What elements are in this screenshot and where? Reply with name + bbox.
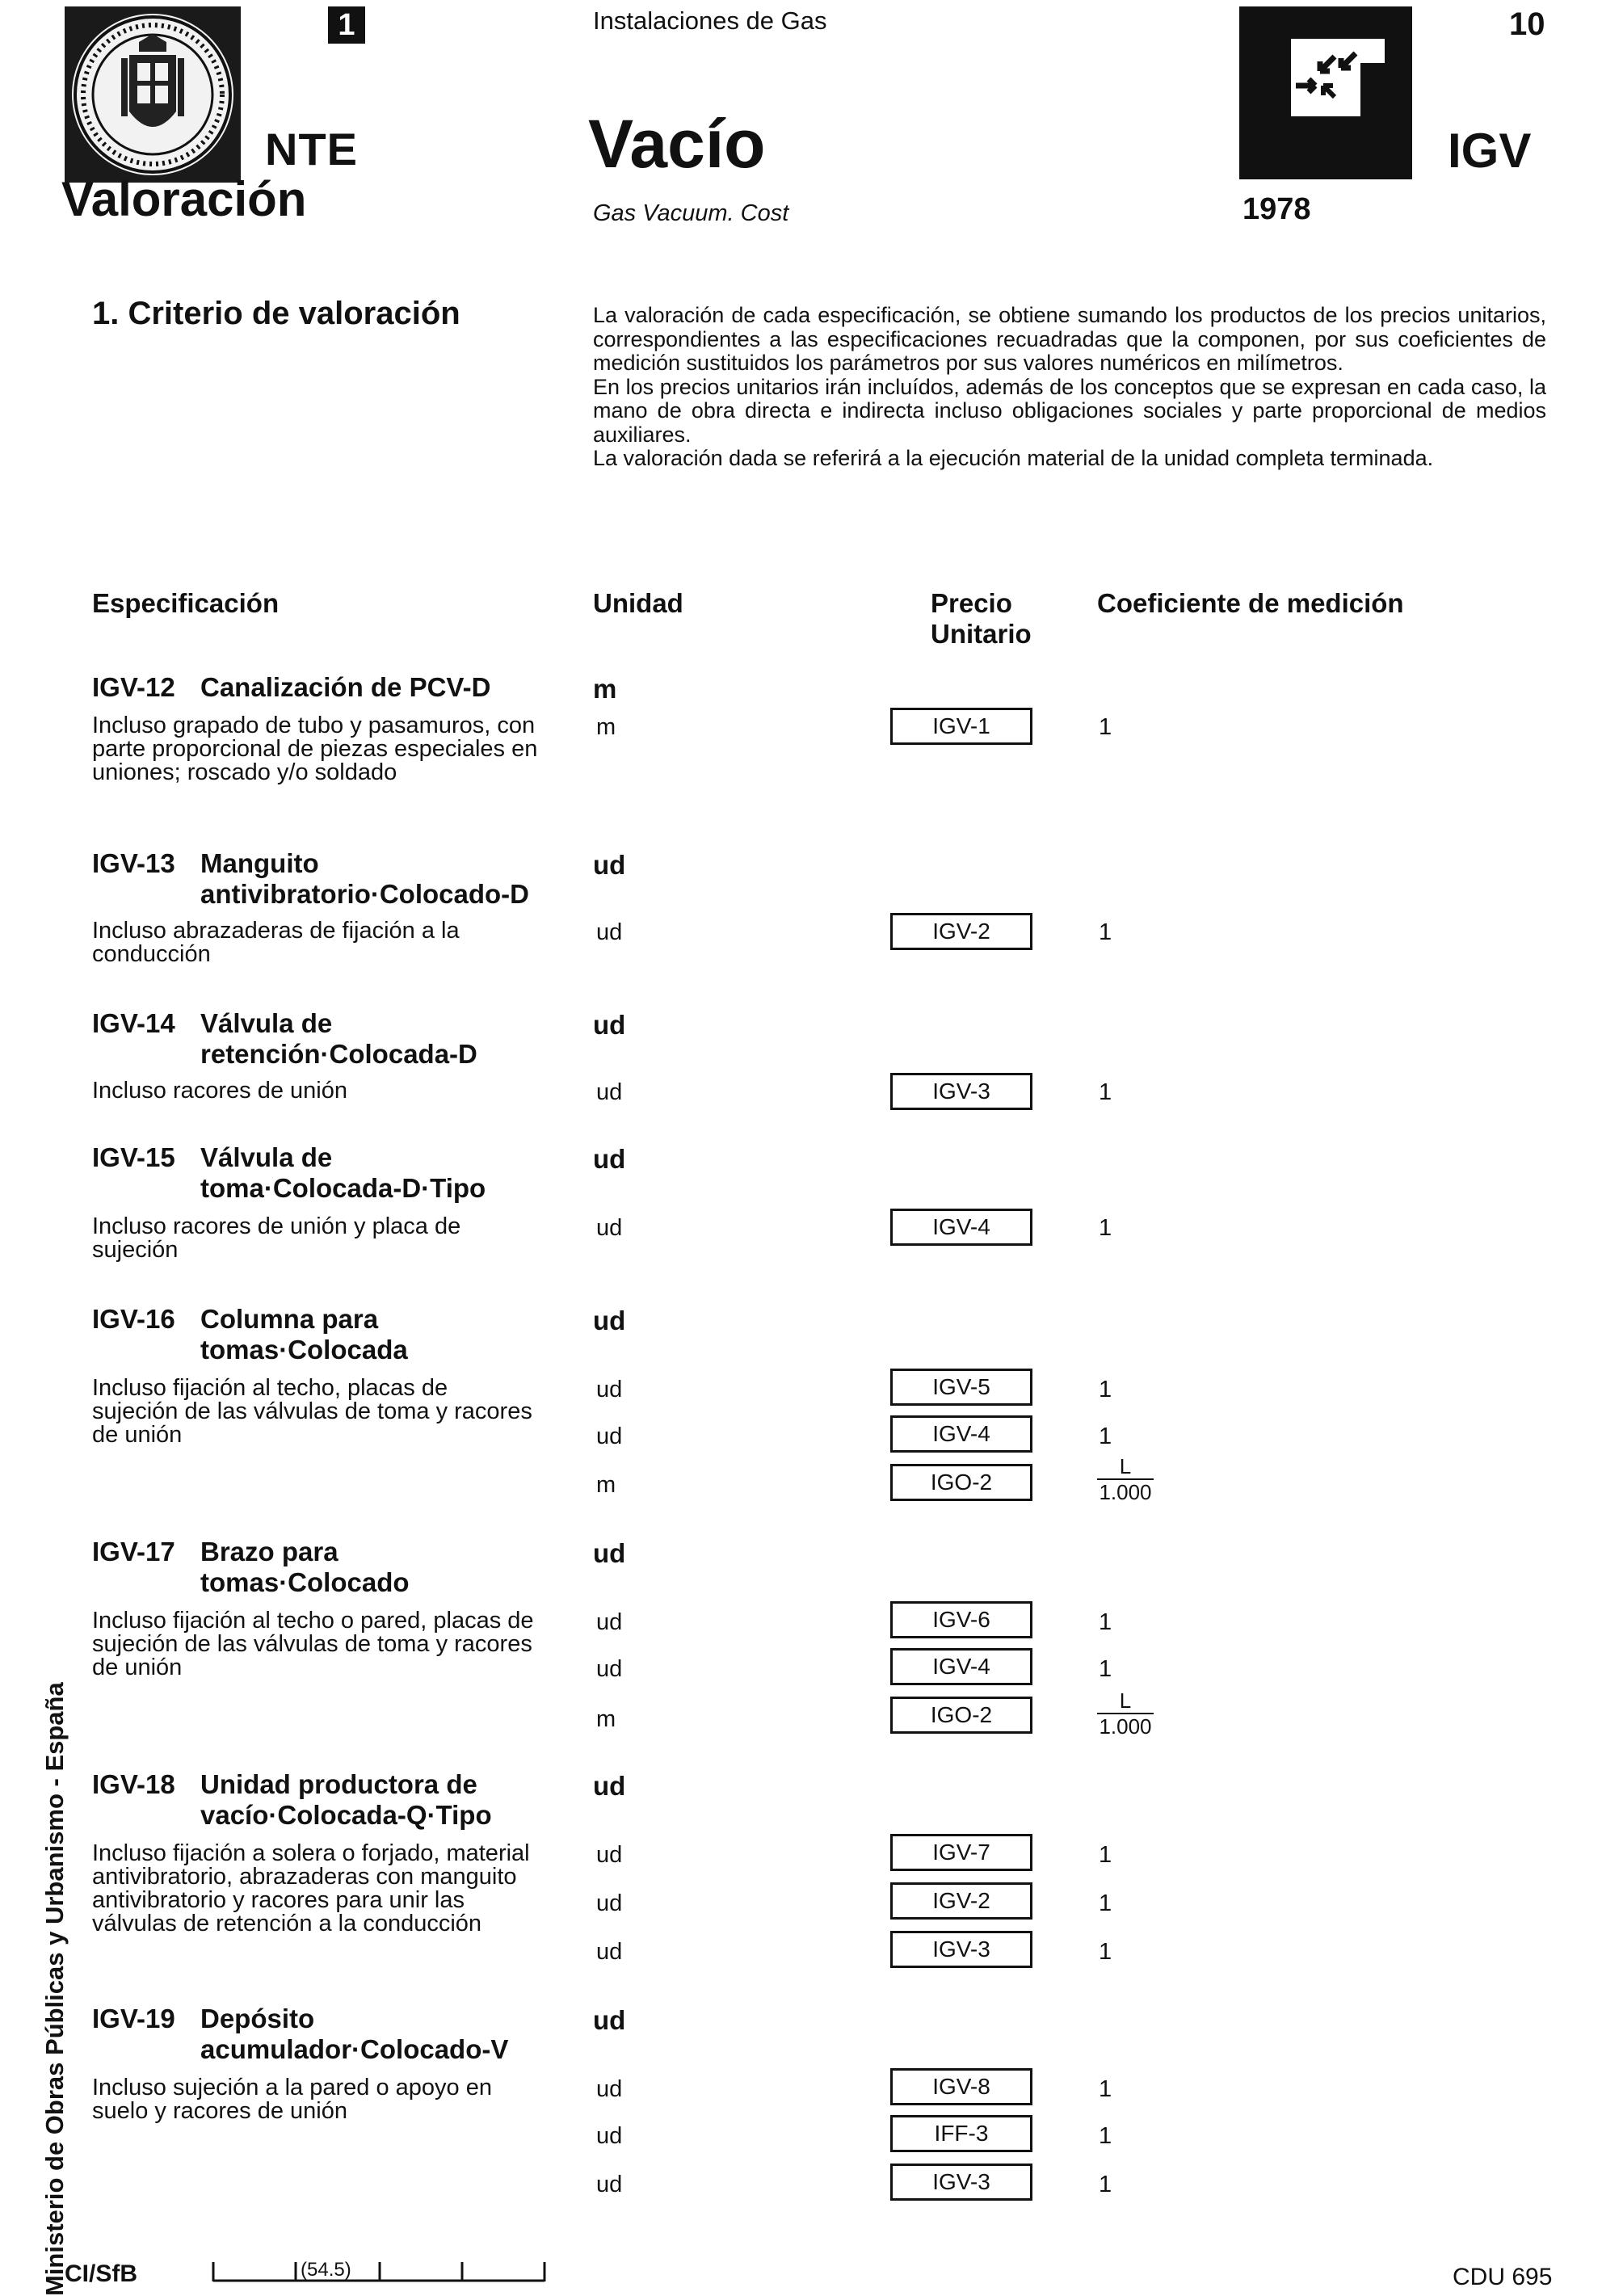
coefficient-value: 1 — [1099, 2172, 1112, 2197]
price-code-box: IGV-3 — [890, 2164, 1032, 2201]
column-header-coefficient: Coeficiente de medición — [1097, 588, 1404, 618]
sheet-box-number: 1 — [328, 6, 365, 44]
spec-code: IGV-18 — [92, 1769, 175, 1799]
price-code-box: IGV-4 — [890, 1209, 1032, 1246]
spec-code: IGV-13 — [92, 848, 175, 878]
row-unit: ud — [596, 1939, 623, 1965]
column-header-price-line2: Unitario — [931, 619, 1032, 649]
row-unit: ud — [596, 2123, 623, 2149]
row-unit: ud — [596, 1215, 623, 1241]
sheet-number: 10 — [1509, 6, 1545, 42]
coefficient-value: 1 — [1099, 1377, 1112, 1402]
spec-unit: ud — [593, 2005, 626, 2035]
coefficient-value: 1 — [1099, 1215, 1112, 1241]
price-code-box: IGV-2 — [890, 913, 1032, 950]
spec-unit: ud — [593, 1538, 626, 1568]
row-unit: ud — [596, 1423, 623, 1449]
price-code-box: IFF-3 — [890, 2115, 1032, 2152]
coefficient-value: 1 — [1099, 1609, 1112, 1635]
row-unit: ud — [596, 1890, 623, 1916]
coefficient-value: 1 — [1099, 2076, 1112, 2102]
spec-code: IGV-14 — [92, 1008, 175, 1038]
spec-description: Incluso fijación al techo, placas de sujeción de las válvulas de toma y racores de unión — [92, 1375, 532, 1448]
spec-description: Incluso fijación a solera o forjado, material antivibratorio, abrazaderas con manguito antivibratorio y racores para unir las válvulas de retención a la conducción — [92, 1840, 530, 1936]
price-code-box: IGV-1 — [890, 708, 1032, 745]
spec-title: Columna para tomas·Colocada — [200, 1304, 408, 1365]
spec-description: Incluso sujeción a la pared o apoyo en suelo y racores de unión — [92, 2075, 492, 2124]
vacuum-arrows-emblem-icon — [1239, 6, 1412, 179]
spec-title: Válvula de toma·Colocada-D·Tipo — [200, 1142, 486, 1203]
coefficient-value: 1 — [1099, 714, 1112, 740]
spec-unit: ud — [593, 1144, 626, 1174]
fraction-denominator: 1.000 — [1099, 1480, 1152, 1504]
spec-code: IGV-12 — [92, 672, 175, 702]
spec-description: Incluso racores de unión — [92, 1078, 347, 1104]
ministry-seal-icon — [65, 6, 241, 183]
column-header-specification: Especificación — [92, 588, 280, 618]
row-unit: m — [596, 1472, 616, 1498]
cisfb-value: (54.5) — [301, 2259, 351, 2281]
spec-description: Incluso fijación al techo o pared, placas de sujeción de las válvulas de toma y racores de unión — [92, 1608, 534, 1680]
category-label: Instalaciones de Gas — [593, 6, 827, 35]
price-code-box: IGV-6 — [890, 1601, 1032, 1638]
criteria-body — [593, 304, 1546, 471]
coefficient-value: 1 — [1099, 919, 1112, 945]
spec-unit: m — [593, 674, 617, 704]
spec-description: Incluso abrazaderas de fijación a la conducción — [92, 918, 460, 967]
coefficient-value: 1 — [1099, 1656, 1112, 1682]
row-unit: ud — [596, 1079, 623, 1105]
spec-title: Brazo para tomas·Colocado — [200, 1537, 410, 1597]
price-code-box: IGV-7 — [890, 1834, 1032, 1871]
coefficient-value: 1 — [1099, 1890, 1112, 1916]
spec-description: Incluso grapado de tubo y pasamuros, con parte proporcional de piezas especiales en uniones; roscado y/o soldado — [92, 713, 538, 785]
spec-unit: ud — [593, 1306, 626, 1335]
spec-code: IGV-17 — [92, 1537, 175, 1566]
row-unit: ud — [596, 919, 623, 945]
spec-title: Canalización de PCV-D — [200, 672, 491, 702]
page-subtitle: Gas Vacuum. Cost — [593, 200, 789, 226]
classification-bar — [212, 2259, 546, 2283]
row-unit: m — [596, 1706, 616, 1732]
fraction-numerator: L — [1097, 1454, 1154, 1480]
fraction-denominator: 1.000 — [1099, 1714, 1152, 1739]
column-header-price-line1: Precio — [931, 588, 1012, 618]
spec-code: IGV-19 — [92, 2004, 175, 2033]
series-label: NTE — [265, 124, 358, 175]
criteria-heading: 1. Criterio de valoración — [92, 296, 460, 331]
column-header-price — [931, 588, 1032, 650]
spec-description: Incluso racores de unión y placa de sujeción — [92, 1213, 461, 1263]
row-unit: ud — [596, 2076, 623, 2102]
document-code: IGV — [1448, 124, 1532, 178]
page-title: Vacío — [588, 106, 766, 182]
publication-year: 1978 — [1242, 192, 1311, 226]
row-unit: ud — [596, 1609, 623, 1635]
row-unit: ud — [596, 2172, 623, 2197]
ministry-sidebar-label: Ministerio de Obras Públicas y Urbanismo - España — [40, 1682, 69, 2296]
price-code-box: IGV-3 — [890, 1931, 1032, 1968]
criteria-paragraph: La valoración de cada especificación, se obtiene sumando los productos de los precios unitarios, correspondientes a las especificaciones recuadradas que la componen, por sus coeficientes de medición sustituidos los parámetros por sus valores numéricos en milímetros. — [593, 303, 1546, 375]
coefficient-value: 1 — [1099, 1079, 1112, 1105]
coefficient-value: 1 — [1099, 2123, 1112, 2149]
price-code-box: IGV-5 — [890, 1369, 1032, 1406]
section-label: Valoración — [61, 172, 307, 226]
row-unit: ud — [596, 1842, 623, 1868]
cisfb-label: CI/SfB — [65, 2260, 137, 2287]
row-unit: m — [596, 714, 616, 740]
coefficient-value: 1 — [1099, 1939, 1112, 1965]
spec-title: Válvula de retención·Colocada-D — [200, 1008, 477, 1069]
price-code-box: IGV-8 — [890, 2068, 1032, 2105]
criteria-paragraph: La valoración dada se referirá a la ejecución material de la unidad completa terminada. — [593, 446, 1434, 470]
coefficient-value: 1 — [1099, 1423, 1112, 1449]
spec-code: IGV-15 — [92, 1142, 175, 1172]
spec-code: IGV-16 — [92, 1304, 175, 1334]
coefficient-value: 1 — [1099, 1842, 1112, 1868]
spec-title: Depósito acumulador·Colocado-V — [200, 2004, 509, 2064]
criteria-paragraph: En los precios unitarios irán incluídos, además de los conceptos que se expresan en cada caso, la mano de obra directa e indirecta incluso obligaciones sociales y parte proporcional de medios auxiliares. — [593, 374, 1546, 447]
spec-unit: ud — [593, 1771, 626, 1801]
row-unit: ud — [596, 1377, 623, 1402]
spec-title: Unidad productora de vacío·Colocada-Q·Tipo — [200, 1769, 492, 1830]
coefficient-fraction — [1097, 1454, 1154, 1504]
price-code-box: IGV-3 — [890, 1073, 1032, 1110]
column-header-unit: Unidad — [593, 588, 683, 618]
price-code-box: IGV-4 — [890, 1415, 1032, 1453]
spec-unit: ud — [593, 1010, 626, 1040]
row-unit: ud — [596, 1656, 623, 1682]
spec-title: Manguito antivibratorio·Colocado-D — [200, 848, 530, 909]
coefficient-fraction — [1097, 1688, 1154, 1739]
price-code-box: IGV-4 — [890, 1648, 1032, 1685]
fraction-numerator: L — [1097, 1688, 1154, 1714]
spec-unit: ud — [593, 850, 626, 880]
price-code-box: IGO-2 — [890, 1464, 1032, 1501]
price-code-box: IGV-2 — [890, 1882, 1032, 1920]
price-code-box: IGO-2 — [890, 1697, 1032, 1734]
cdu-label: CDU 695 — [1453, 2264, 1553, 2290]
